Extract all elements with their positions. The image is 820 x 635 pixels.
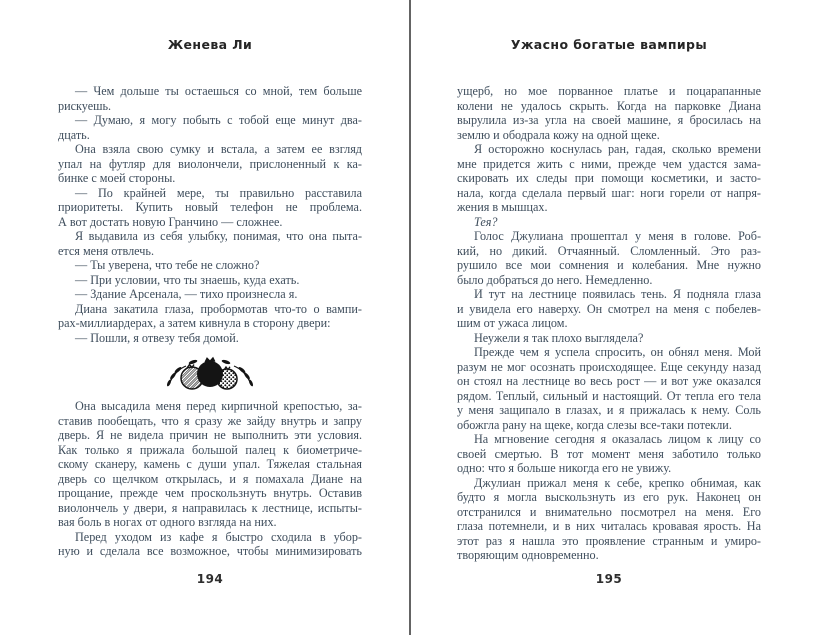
text-line: Она взяла свою сумку и встала, а затем ее взгляд: [75, 142, 362, 156]
text-line: землю и ободрала кожу на одной щеке.: [457, 127, 660, 142]
page-number: 194: [196, 572, 224, 586]
section-break-ornament: [58, 352, 362, 392]
text-line: Неужели я так плохо выглядела?: [474, 330, 644, 345]
text-line: Диана закатила глаза, пробормотав что-то о вампи-: [75, 301, 362, 316]
page-body: [457, 84, 761, 563]
page-number: 195: [595, 572, 623, 586]
text-line: Перед уходом из кафе я быстро сходила в убор-: [75, 529, 362, 544]
text-line: — Думаю, я могу побыть с тобой еще минут два-: [75, 113, 362, 127]
pomegranate-ornament-icon: [160, 352, 260, 392]
text-line: — Ты уверена, что тебе не сложно?: [75, 258, 260, 272]
text-line: вая боль в ногах от одного взгляда на них.: [58, 515, 277, 529]
text-line: скировать их следы при помощи косметики, и засто-: [457, 171, 761, 185]
text-line: ущерб, но мое порванное платье и поцарапанные: [457, 84, 761, 98]
text-line: упал на футляр для виолончели, прислоненный к ка-: [58, 156, 362, 171]
text-line: Как только я прижала большой палец к биометриче-: [58, 442, 362, 457]
text-line: вырулила из-за угла на своей машине, я бросилась на: [457, 113, 761, 127]
text-line: На мгновение сегодня я оказалась лицом к лицу со: [474, 432, 761, 446]
text-line: Прежде чем я успела спросить, он обнял меня. Мой: [474, 345, 761, 359]
page-body: [58, 84, 362, 559]
right-page: [457, 0, 761, 635]
text-line: он стоял на лестнице во весь рост — и вот уже оказался: [457, 374, 761, 388]
text-line: Голос Джулиана прошептал у меня в голове. Роб-: [474, 229, 761, 243]
text-line: обожгла рану на щеке, когда слезы все-таки потекли.: [457, 417, 732, 432]
text-line: прощание, прежде чем проскользнуть внутрь. Оставив: [58, 486, 362, 500]
text-line: Я выдавила из себя улыбку, понимая, что она пыта-: [75, 229, 362, 243]
text-line: нала, когда сделала первый шаг: ноги горели от напря-: [457, 185, 761, 200]
text-line: разум не мог осознать происходящее. Еще секунду назад: [457, 359, 761, 374]
text-line: рушило все мои сомнения и колебания. Мне нужно: [457, 258, 761, 272]
text-line: — Пошли, я отвезу тебя домой.: [75, 330, 239, 345]
text-line: ставив пообещать, что я сразу же зайду внутрь и запру: [58, 413, 362, 428]
text-line: — По крайней мере, ты правильно расставила: [75, 185, 362, 200]
running-header-author: Женева Ли: [167, 37, 253, 52]
left-page: [58, 0, 362, 635]
text-line: — При условии, что ты знаешь, куда ехать.: [75, 272, 300, 287]
text-line: одно: что я больше никогда его не увижу.: [457, 461, 672, 475]
text-line: творяющим одновременно.: [457, 548, 599, 562]
text-line: отстранился и внимательно посмотрел на меня. Его: [457, 504, 761, 519]
text-line: И тут на лестнице появилась тень. Я подняла глаза: [474, 287, 761, 301]
text-line: ется меня отвлечь.: [58, 243, 155, 258]
text-line: глаза потемнели, и в них читалась кровавая ярость. На: [457, 519, 761, 533]
text-line: дверь. Я не видела причин не выполнить эти условия.: [58, 428, 362, 442]
running-header-title: Ужасно богатые вампиры: [510, 37, 708, 52]
text-line: бинке с моей стороны.: [58, 171, 176, 185]
text-line: Она высадила меня перед кирпичной крепостью, за-: [75, 399, 362, 413]
text-line: кий, но дикий. Отчаянный. Сломленный. Это раз-: [457, 243, 761, 258]
text-line: рядом. Теплый, сильный и настоящий. От тепла его тела: [457, 388, 761, 403]
text-line: жения в мышцах.: [457, 200, 548, 214]
text-line: ную и сделала все возможное, чтобы минимизировать: [58, 544, 362, 558]
text-line: Тея?: [474, 214, 498, 229]
text-line: — Чем дольше ты остаешься со мной, тем больше: [75, 84, 362, 98]
text-line: было добраться до него. Немедленно.: [457, 272, 653, 287]
text-line: колени не удалось скрыть. Когда на парковке Диана: [457, 98, 761, 113]
text-line: — Здание Арсенала, — тихо произнесла я.: [75, 287, 298, 301]
text-line: дверь со щелчком открылась, и я помахала Диане на: [58, 471, 362, 486]
text-line: рах-миллиардерах, а затем кивнула в сторону двери:: [58, 316, 331, 330]
text-line: шим от ужаса лицом.: [457, 316, 568, 330]
text-line: мне придется жить с ними, прежде чем удастся зама-: [457, 156, 761, 171]
text-line: А вот достать новую Гранчино — сложнее.: [58, 214, 283, 229]
text-line: дцать.: [58, 127, 90, 142]
text-line: у меня защипало в глазах, и я прижалась к нему. Соль: [457, 403, 761, 417]
text-line: будто я могла выскользнуть из его рук. Наконец он: [457, 490, 761, 504]
text-line: этот раз я нашла это проявление странным и умиро-: [457, 533, 761, 548]
text-line: скому сканеру, камень с души упал. Тяжелая стальная: [58, 457, 362, 471]
text-line: Джулиан прижал меня к себе, крепко обнимая, как: [474, 475, 761, 490]
text-line: приоритеты. Купить новый телефон не проблема.: [58, 200, 362, 214]
text-line: и увидела его наверху. Он смотрел на меня с побелев-: [457, 301, 761, 316]
text-line: Я осторожно коснулась ран, гадая, сколько времени: [474, 142, 761, 156]
text-line: рискуешь.: [58, 98, 112, 113]
text-line: виолончель у двери, я направилась к лестнице, испыты-: [58, 500, 362, 515]
text-line: своей смертью. В тот момент меня заботило только: [457, 446, 761, 461]
spine-divider: [409, 0, 411, 635]
